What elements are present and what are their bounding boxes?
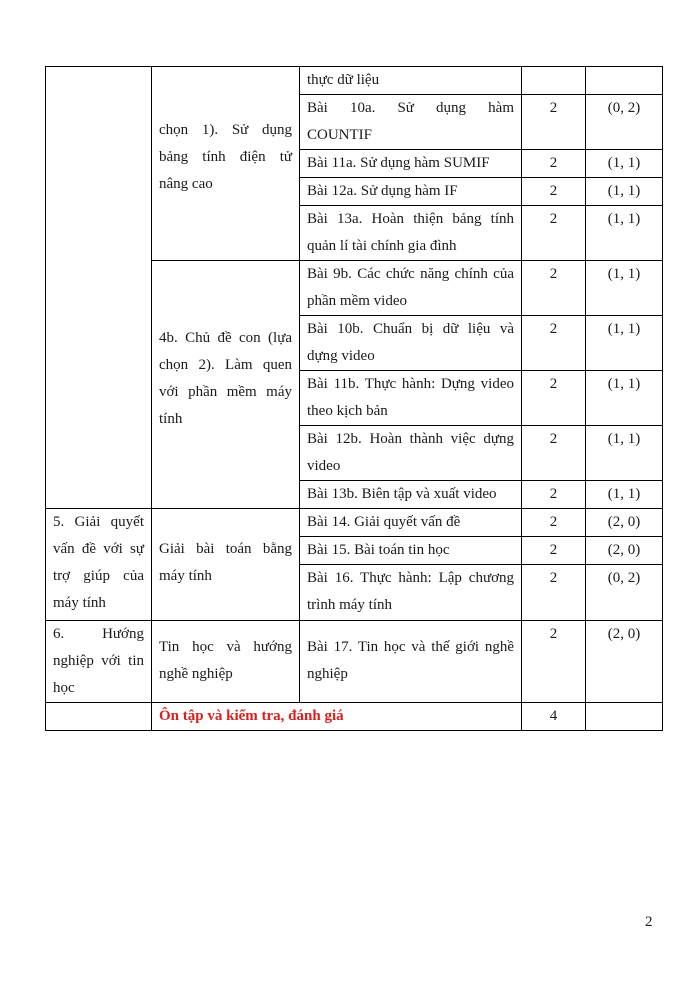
topic-4a-line: nâng cao bbox=[159, 176, 213, 192]
distribution-cell: (1, 1) bbox=[586, 206, 663, 261]
distribution-cell: (2, 0) bbox=[586, 621, 663, 703]
distribution-cell: (0, 2) bbox=[586, 565, 663, 621]
distribution-cell: (1, 1) bbox=[586, 426, 663, 481]
topic-6-cell: 6. Hướng nghiệp với tin học bbox=[46, 621, 152, 703]
distribution-cell: (0, 2) bbox=[586, 95, 663, 150]
hours-cell: 2 bbox=[522, 537, 586, 565]
lesson-line: Bài 10a. Sử dụng hàm bbox=[307, 100, 514, 116]
page-number: 2 bbox=[645, 914, 653, 930]
hours-cell: 4 bbox=[522, 703, 586, 731]
table-row bbox=[46, 67, 663, 95]
lesson-cell: Bài 16. Thực hành: Lập chương trình máy tính bbox=[300, 565, 522, 621]
topic-6-content-cell: Tin học và hướng nghề nghiệp bbox=[152, 621, 300, 703]
hours-cell: 2 bbox=[522, 371, 586, 426]
hours-cell: 2 bbox=[522, 261, 586, 316]
hours-cell: 2 bbox=[522, 95, 586, 150]
table-row bbox=[46, 621, 663, 703]
distribution-cell: (1, 1) bbox=[586, 261, 663, 316]
lesson-cell: Bài 10b. Chuẩn bị dữ liệu và dựng video bbox=[300, 316, 522, 371]
hours-cell bbox=[522, 67, 586, 95]
lesson-cell: Bài 9b. Các chức năng chính của phần mềm video bbox=[300, 261, 522, 316]
hours-cell: 2 bbox=[522, 426, 586, 481]
hours-cell: 2 bbox=[522, 565, 586, 621]
distribution-cell: (1, 1) bbox=[586, 481, 663, 509]
lesson-cell bbox=[300, 95, 522, 150]
lesson-cell: Bài 13a. Hoàn thiện bảng tính quản lí tài chính gia đình bbox=[300, 206, 522, 261]
distribution-cell: (1, 1) bbox=[586, 178, 663, 206]
topic-4a-cell bbox=[152, 67, 300, 261]
lesson-cell: Bài 15. Bài toán tin học bbox=[300, 537, 522, 565]
topic-cell-empty bbox=[46, 67, 152, 509]
lesson-cell: Bài 14. Giải quyết vấn đề bbox=[300, 509, 522, 537]
lesson-cell: Bài 11b. Thực hành: Dựng video theo kịch bản bbox=[300, 371, 522, 426]
topic-4b-cell: 4b. Chủ đề con (lựa chọn 2). Làm quen với phần mềm máy tính bbox=[152, 261, 300, 509]
table-row bbox=[46, 509, 663, 537]
distribution-cell: (2, 0) bbox=[586, 509, 663, 537]
topic-5-content-cell: Giải bài toán bằng máy tính bbox=[152, 509, 300, 621]
distribution-cell: (1, 1) bbox=[586, 316, 663, 371]
lesson-cell: Bài 17. Tin học và thế giới nghề nghiệp bbox=[300, 621, 522, 703]
lesson-cell: Bài 12b. Hoàn thành việc dựng video bbox=[300, 426, 522, 481]
topic-4a-line: bảng tính điện tử bbox=[159, 149, 292, 165]
distribution-cell: (1, 1) bbox=[586, 150, 663, 178]
lesson-cell: Bài 13b. Biên tập và xuất video bbox=[300, 481, 522, 509]
distribution-cell bbox=[586, 703, 663, 731]
hours-cell: 2 bbox=[522, 316, 586, 371]
review-label: Ôn tập và kiểm tra, đánh giá bbox=[152, 703, 522, 731]
curriculum-table bbox=[45, 66, 663, 731]
hours-cell: 2 bbox=[522, 509, 586, 537]
empty-cell bbox=[46, 703, 152, 731]
hours-cell: 2 bbox=[522, 481, 586, 509]
lesson-cell: Bài 11a. Sử dụng hàm SUMIF bbox=[300, 150, 522, 178]
hours-cell: 2 bbox=[522, 206, 586, 261]
lesson-cell: thực dữ liệu bbox=[300, 67, 522, 95]
distribution-cell: (2, 0) bbox=[586, 537, 663, 565]
lesson-cell: Bài 12a. Sử dụng hàm IF bbox=[300, 178, 522, 206]
hours-cell: 2 bbox=[522, 150, 586, 178]
distribution-cell: (1, 1) bbox=[586, 371, 663, 426]
lesson-line: COUNTIF bbox=[307, 127, 373, 143]
hours-cell: 2 bbox=[522, 621, 586, 703]
table-row bbox=[46, 703, 663, 731]
hours-cell: 2 bbox=[522, 178, 586, 206]
topic-5-cell: 5. Giải quyết vấn đề với sự trợ giúp của máy tính bbox=[46, 509, 152, 621]
topic-4a-line: chọn 1). Sử dụng bbox=[159, 122, 292, 138]
distribution-cell bbox=[586, 67, 663, 95]
